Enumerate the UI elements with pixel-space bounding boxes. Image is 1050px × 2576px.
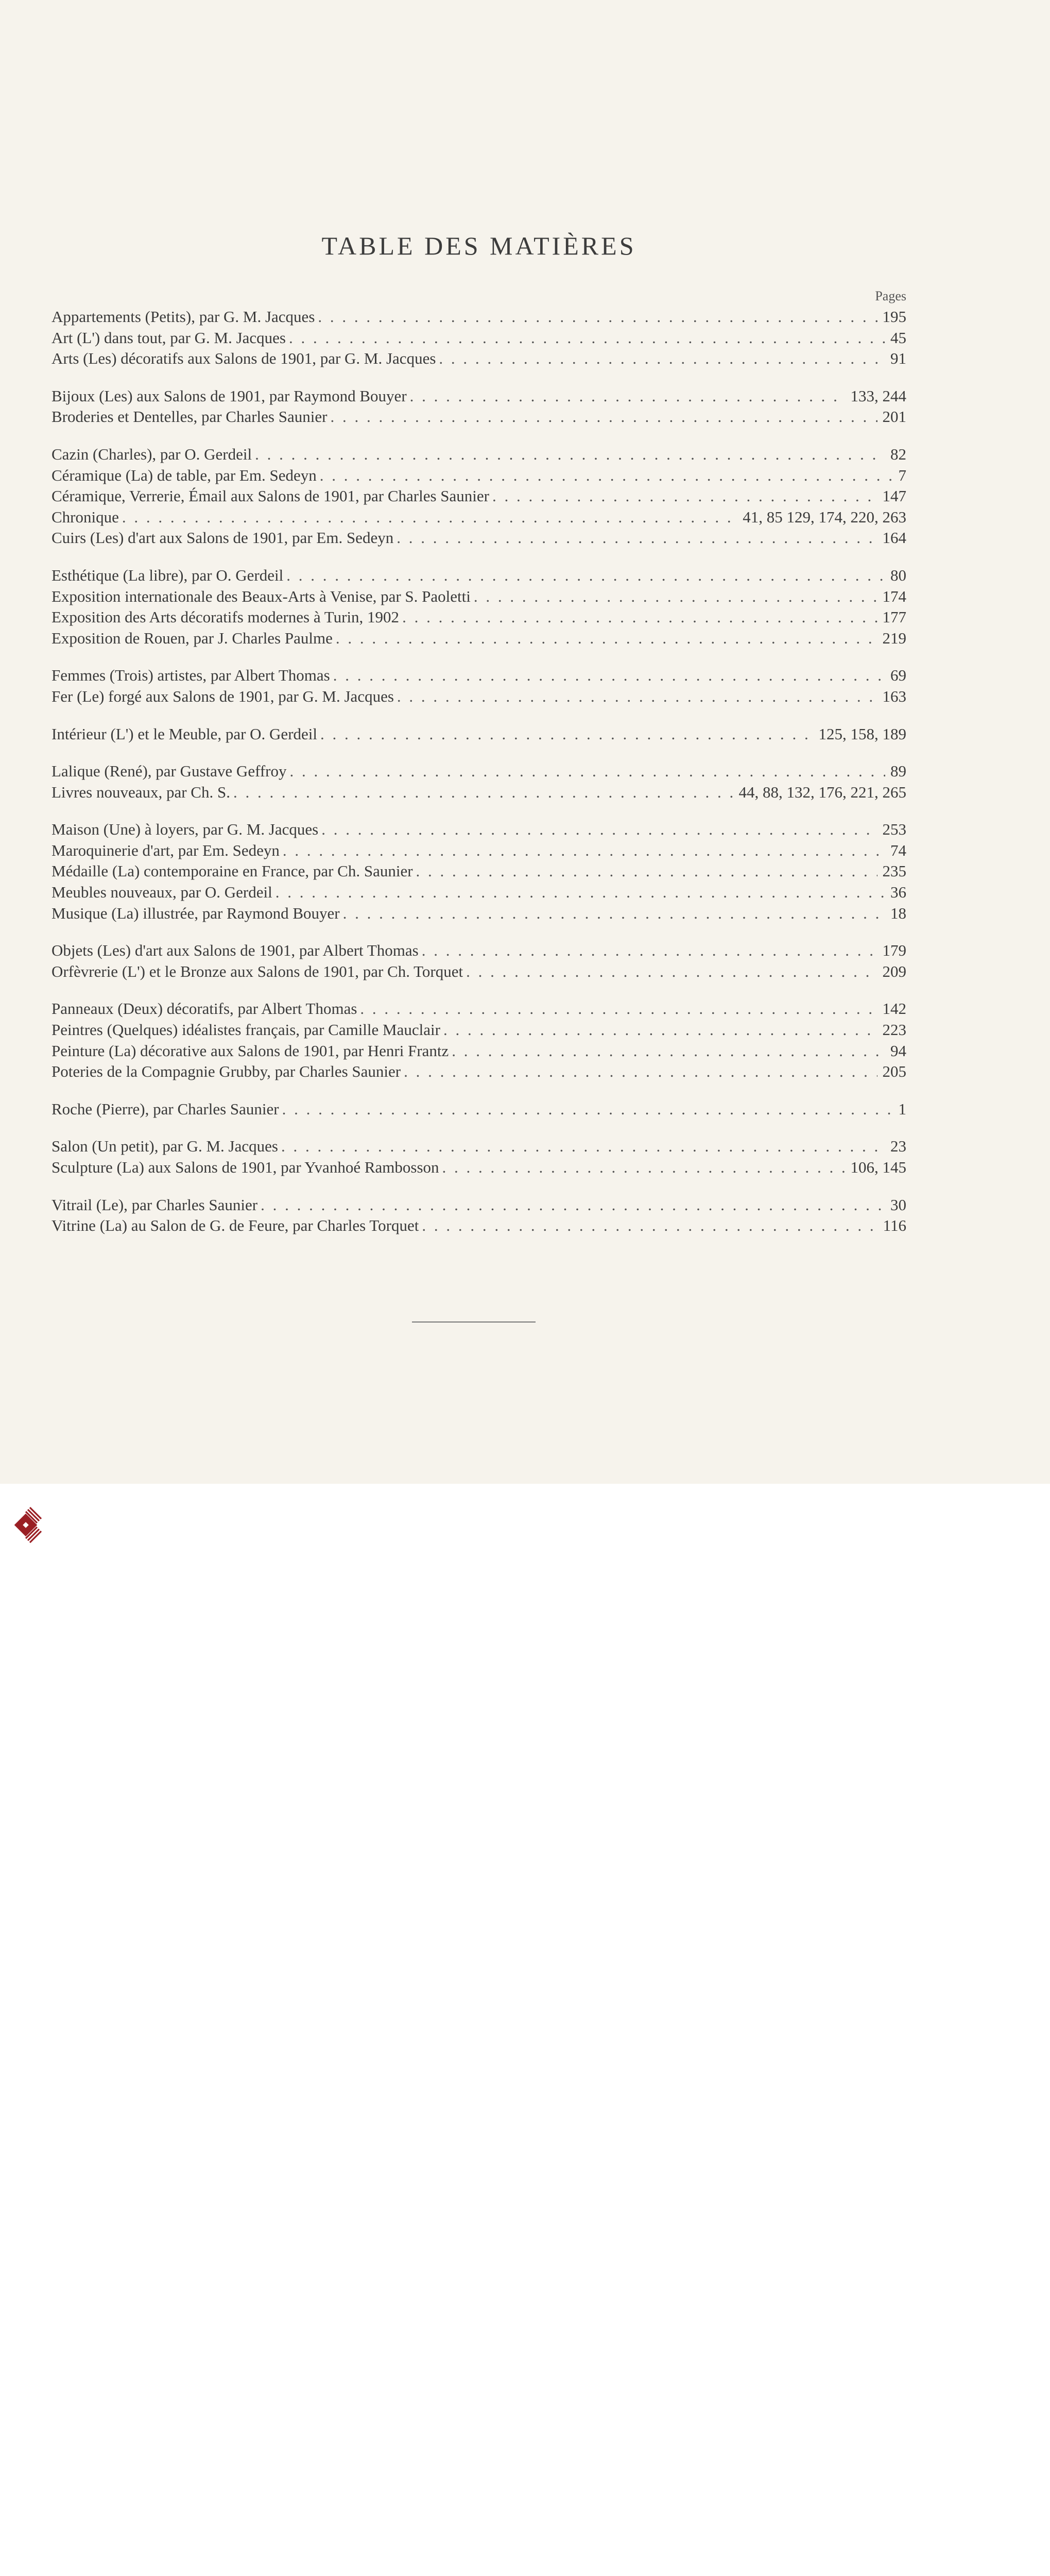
dot-leader bbox=[439, 348, 885, 369]
dot-leader bbox=[404, 1061, 877, 1082]
dot-leader bbox=[321, 819, 877, 840]
toc-letter-group bbox=[51, 307, 906, 369]
toc-entry-pages: 1 bbox=[898, 1099, 906, 1118]
toc-entry-pages: 125, 158, 189 bbox=[818, 724, 906, 743]
toc-entry-pages: 177 bbox=[882, 608, 906, 626]
toc-letter-group bbox=[51, 565, 906, 649]
toc-entry bbox=[51, 998, 906, 1020]
toc-entry-title: Exposition de Rouen, par J. Charles Paulme bbox=[51, 629, 333, 647]
toc-entry-pages: 41, 85 129, 174, 220, 263 bbox=[743, 507, 906, 526]
toc-entry-pages: 18 bbox=[890, 904, 906, 922]
dot-leader bbox=[360, 998, 877, 1020]
dot-leader bbox=[255, 444, 885, 465]
toc-entry-pages: 147 bbox=[882, 487, 906, 505]
table-of-contents bbox=[51, 307, 906, 1253]
toc-entry-title: Objets (Les) d'art aux Salons de 1901, par Albert Thomas bbox=[51, 941, 419, 960]
dot-leader bbox=[343, 903, 885, 924]
toc-entry-pages: 133, 244 bbox=[850, 386, 906, 405]
toc-entry-title: Femmes (Trois) artistes, par Albert Thomas bbox=[51, 666, 330, 685]
dot-leader bbox=[320, 724, 814, 745]
toc-entry-pages: 116 bbox=[883, 1216, 906, 1235]
toc-entry-pages: 30 bbox=[890, 1195, 906, 1214]
toc-letter-group bbox=[51, 386, 906, 428]
dot-leader bbox=[416, 861, 877, 882]
toc-entry-title: Livres nouveaux, par Ch. S. bbox=[51, 783, 230, 801]
toc-entry bbox=[51, 528, 906, 549]
toc-letter-group bbox=[51, 444, 906, 549]
toc-entry bbox=[51, 782, 906, 803]
toc-entry-title: Salon (Un petit), par G. M. Jacques bbox=[51, 1137, 278, 1156]
toc-entry bbox=[51, 586, 906, 607]
toc-entry-title: Musique (La) illustrée, par Raymond Bouyer bbox=[51, 904, 340, 922]
toc-entry bbox=[51, 565, 906, 586]
toc-entry-pages: 23 bbox=[890, 1137, 906, 1156]
toc-entry bbox=[51, 486, 906, 507]
toc-entry-title: Exposition internationale des Beaux-Arts à Venise, par S. Paoletti bbox=[51, 587, 471, 605]
toc-letter-group bbox=[51, 665, 906, 707]
page-title: TABLE DES MATIÈRES bbox=[321, 231, 636, 260]
footer-bar bbox=[0, 1484, 1050, 1569]
dot-leader bbox=[318, 307, 877, 328]
toc-entry-title: Arts (Les) décoratifs aux Salons de 1901, par G. M. Jacques bbox=[51, 349, 436, 368]
toc-entry bbox=[51, 328, 906, 349]
dot-leader bbox=[320, 465, 893, 486]
toc-letter-group bbox=[51, 724, 906, 745]
toc-entry bbox=[51, 465, 906, 486]
toc-entry-title: Roche (Pierre), par Charles Saunier bbox=[51, 1099, 279, 1118]
toc-entry bbox=[51, 724, 906, 745]
toc-entry bbox=[51, 1215, 906, 1236]
toc-entry-pages: 163 bbox=[882, 687, 906, 705]
toc-entry bbox=[51, 386, 906, 407]
toc-entry bbox=[51, 507, 906, 528]
pages-column-label: Pages bbox=[875, 289, 906, 303]
dot-leader bbox=[330, 406, 877, 428]
toc-entry bbox=[51, 686, 906, 707]
toc-entry-pages: 179 bbox=[882, 941, 906, 960]
toc-entry-pages: 205 bbox=[882, 1062, 906, 1081]
toc-entry-pages: 201 bbox=[882, 408, 906, 426]
dot-leader bbox=[122, 507, 737, 528]
toc-letter-group bbox=[51, 819, 906, 924]
toc-letter-group bbox=[51, 940, 906, 982]
toc-entry-title: Peinture (La) décorative aux Salons de 1901, par Henri Frantz bbox=[51, 1041, 449, 1060]
toc-entry-pages: 209 bbox=[882, 962, 906, 980]
toc-entry-pages: 253 bbox=[882, 820, 906, 839]
toc-entry-title: Appartements (Petits), par G. M. Jacques bbox=[51, 308, 315, 326]
toc-entry bbox=[51, 406, 906, 428]
dot-leader bbox=[283, 840, 885, 861]
toc-entry-pages: 219 bbox=[882, 629, 906, 647]
toc-entry-pages: 36 bbox=[890, 883, 906, 902]
dot-leader bbox=[466, 961, 877, 982]
toc-entry-title: Médaille (La) contemporaine en France, par Ch. Saunier bbox=[51, 862, 413, 880]
toc-entry bbox=[51, 348, 906, 369]
dot-leader bbox=[402, 607, 877, 628]
toc-entry-title: Intérieur (L') et le Meuble, par O. Gerdeil bbox=[51, 724, 317, 743]
toc-entry-pages: 223 bbox=[882, 1021, 906, 1039]
dot-leader bbox=[452, 1041, 885, 1062]
toc-entry bbox=[51, 1136, 906, 1157]
toc-letter-group bbox=[51, 1136, 906, 1178]
dot-leader bbox=[442, 1157, 846, 1178]
toc-entry-pages: 174 bbox=[882, 587, 906, 605]
dot-leader bbox=[397, 686, 877, 707]
toc-entry-title: Sculpture (La) aux Salons de 1901, par Yvanhoé Rambosson bbox=[51, 1158, 439, 1176]
toc-entry-pages: 164 bbox=[882, 529, 906, 547]
toc-entry bbox=[51, 307, 906, 328]
dot-leader bbox=[289, 328, 885, 349]
toc-entry bbox=[51, 903, 906, 924]
toc-entry-pages: 106, 145 bbox=[850, 1158, 906, 1176]
toc-entry bbox=[51, 1041, 906, 1062]
toc-letter-group bbox=[51, 761, 906, 803]
toc-entry-title: Peintres (Quelques) idéalistes français, par Camille Mauclair bbox=[51, 1021, 440, 1039]
dot-leader bbox=[282, 1099, 893, 1120]
toc-entry-title: Broderies et Dentelles, par Charles Saunier bbox=[51, 408, 328, 426]
toc-entry-title: Vitrail (Le), par Charles Saunier bbox=[51, 1195, 258, 1214]
toc-entry bbox=[51, 961, 906, 982]
toc-entry bbox=[51, 1195, 906, 1216]
toc-entry bbox=[51, 882, 906, 903]
toc-entry bbox=[51, 444, 906, 465]
toc-entry-title: Vitrine (La) au Salon de G. de Feure, par Charles Torquet bbox=[51, 1216, 419, 1235]
toc-entry-title: Céramique, Verrerie, Émail aux Salons de 1901, par Charles Saunier bbox=[51, 487, 489, 505]
university-library-logo-icon bbox=[10, 1504, 51, 1552]
toc-entry-pages: 94 bbox=[890, 1041, 906, 1060]
dot-leader bbox=[281, 1136, 885, 1157]
toc-entry bbox=[51, 840, 906, 861]
toc-entry-pages: 45 bbox=[890, 328, 906, 347]
dot-leader bbox=[286, 565, 885, 586]
toc-entry-pages: 69 bbox=[890, 666, 906, 685]
dot-leader bbox=[474, 586, 877, 607]
toc-entry-title: Lalique (René), par Gustave Geffroy bbox=[51, 762, 287, 781]
toc-entry bbox=[51, 761, 906, 782]
toc-entry-pages: 91 bbox=[890, 349, 906, 368]
toc-entry-title: Maroquinerie d'art, par Em. Sedeyn bbox=[51, 841, 280, 859]
toc-entry-pages: 195 bbox=[882, 308, 906, 326]
toc-entry bbox=[51, 861, 906, 882]
toc-entry-title: Maison (Une) à loyers, par G. M. Jacques bbox=[51, 820, 319, 839]
dot-leader bbox=[410, 386, 846, 407]
toc-letter-group bbox=[51, 998, 906, 1082]
dot-leader bbox=[276, 882, 885, 903]
dot-leader bbox=[397, 528, 877, 549]
toc-entry-pages: 44, 88, 132, 176, 221, 265 bbox=[738, 783, 906, 801]
toc-entry-title: Orfèvrerie (L') et le Bronze aux Salons de 1901, par Ch. Torquet bbox=[51, 962, 463, 980]
toc-entry bbox=[51, 1020, 906, 1041]
toc-entry-title: Meubles nouveaux, par O. Gerdeil bbox=[51, 883, 272, 902]
toc-entry-pages: 7 bbox=[898, 466, 906, 484]
toc-entry-title: Céramique (La) de table, par Em. Sedeyn bbox=[51, 466, 317, 484]
toc-entry bbox=[51, 1099, 906, 1120]
toc-entry bbox=[51, 1157, 906, 1178]
toc-entry-pages: 80 bbox=[890, 566, 906, 584]
toc-entry bbox=[51, 628, 906, 649]
toc-entry bbox=[51, 940, 906, 961]
dot-leader bbox=[290, 761, 886, 782]
toc-entry-title: Panneaux (Deux) décoratifs, par Albert Thomas bbox=[51, 999, 357, 1018]
dot-leader bbox=[336, 628, 877, 649]
toc-entry-title: Art (L') dans tout, par G. M. Jacques bbox=[51, 328, 286, 347]
toc-entry-title: Fer (Le) forgé aux Salons de 1901, par G. M. Jacques bbox=[51, 687, 394, 705]
closing-rule bbox=[412, 1321, 536, 1323]
toc-entry-pages: 82 bbox=[890, 445, 906, 463]
toc-letter-group bbox=[51, 1099, 906, 1120]
toc-entry-pages: 142 bbox=[882, 999, 906, 1018]
toc-entry-title: Poteries de la Compagnie Grubby, par Charles Saunier bbox=[51, 1062, 401, 1081]
dot-leader bbox=[422, 940, 877, 961]
dot-leader bbox=[443, 1020, 877, 1041]
toc-entry bbox=[51, 665, 906, 686]
toc-entry-pages: 235 bbox=[882, 862, 906, 880]
dot-leader bbox=[422, 1215, 877, 1236]
toc-entry-pages: 74 bbox=[890, 841, 906, 859]
toc-entry bbox=[51, 607, 906, 628]
toc-entry-pages: 89 bbox=[890, 762, 906, 781]
toc-entry-title: Bijoux (Les) aux Salons de 1901, par Raymond Bouyer bbox=[51, 386, 407, 405]
dot-leader bbox=[333, 665, 885, 686]
toc-entry-title: Chronique bbox=[51, 507, 119, 526]
toc-entry bbox=[51, 1061, 906, 1082]
toc-entry-title: Cuirs (Les) d'art aux Salons de 1901, par Em. Sedeyn bbox=[51, 529, 394, 547]
toc-entry-title: Exposition des Arts décoratifs modernes à Turin, 1902 bbox=[51, 608, 400, 626]
toc-entry bbox=[51, 819, 906, 840]
toc-entry-title: Cazin (Charles), par O. Gerdeil bbox=[51, 445, 252, 463]
dot-leader bbox=[261, 1195, 885, 1216]
dot-leader bbox=[233, 782, 734, 803]
toc-letter-group bbox=[51, 1195, 906, 1236]
dot-leader bbox=[492, 486, 877, 507]
toc-entry-title: Esthétique (La libre), par O. Gerdeil bbox=[51, 566, 284, 584]
